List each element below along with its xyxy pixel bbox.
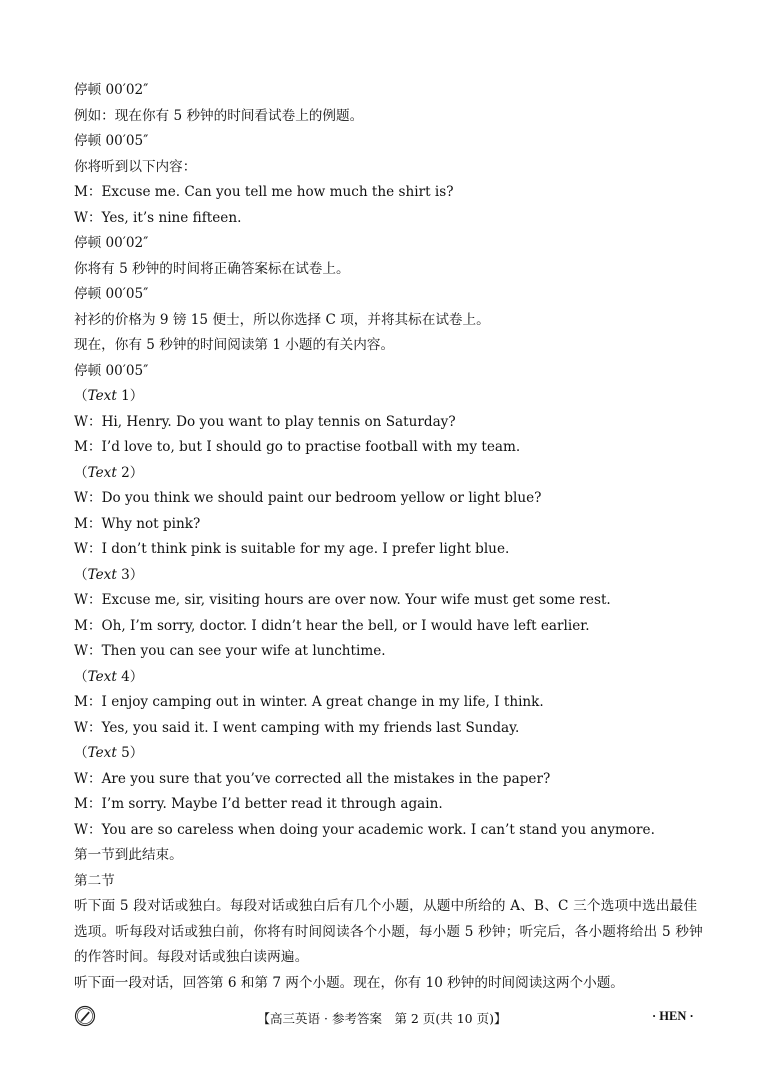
dialogue-line: W：Hi, Henry. Do you want to play tennis on Saturday? <box>74 413 456 430</box>
section-instructions: 听下面 5 段对话或独白。每段对话或独白后有几个小题，从题中所给的 A、B、C 三个选项中选出最佳选项。听每段对话或独白前，你将有时间阅读各个小题，每小题 5 秒钟；听完后，各小题将给出 5 秒钟的作答时间。每段对话或独白读两遍。 <box>74 898 703 965</box>
instruction-line: 你将有 5 秒钟的时间将正确答案标在试卷上。 <box>74 260 350 277</box>
footer-code: · HEN · <box>652 1009 694 1023</box>
dialogue-line: W：Excuse me, sir, visiting hours are over now. Your wife must get some rest. <box>74 592 611 608</box>
pause-line: 停顿 00′05″ <box>74 362 149 379</box>
dialogue-line: W：I don’t think pink is suitable for my age. I prefer light blue. <box>74 541 510 557</box>
explanation-line: 衬衫的价格为 9 镑 15 便士，所以你选择 C 项，并将其标在试卷上。 <box>74 311 490 328</box>
listening-script <box>74 78 704 996</box>
footer-page-info: 【高三英语 · 参考答案 第 2 页(共 10 页)】 <box>257 1011 507 1026</box>
section-heading: 第二节 <box>74 872 115 889</box>
instruction-line: 你将听到以下内容： <box>74 158 197 175</box>
page-footer <box>0 1003 764 1033</box>
example-instruction: 例如：现在你有 5 秒钟的时间看试卷上的例题。 <box>74 107 364 124</box>
pause-line: 停顿 00′05″ <box>74 133 149 149</box>
text-1-label: （Text 1） <box>74 388 144 404</box>
dialogue-line: M：I enjoy camping out in winter. A great change in my life, I think. <box>74 694 544 710</box>
dialogue-line: M：I’d love to, but I should go to practise football with my team. <box>74 439 521 455</box>
dialogue-line: W：Then you can see your wife at lunchtime. <box>74 643 386 659</box>
instruction-line: 听下面一段对话，回答第 6 和第 7 两个小题。现在，你有 10 秒钟的时间阅读这两个小题。 <box>74 974 624 991</box>
pause-line: 停顿 00′02″ <box>74 82 149 98</box>
dialogue-line: M：Why not pink? <box>74 515 201 532</box>
dialogue-line: W：Are you sure that you’ve corrected all the mistakes in the paper? <box>74 770 551 787</box>
text-5-label: （Text 5） <box>74 745 144 761</box>
dialogue-line: M：I’m sorry. Maybe I’d better read it through again. <box>74 796 443 812</box>
pause-line: 停顿 00′02″ <box>74 235 149 251</box>
dialogue-line: W：Do you think we should paint our bedroom yellow or light blue? <box>74 490 542 506</box>
dialogue-line: W：You are so careless when doing your academic work. I can’t stand you anymore. <box>74 821 655 838</box>
pause-line: 停顿 00′05″ <box>74 286 149 302</box>
text-3-label: （Text 3） <box>74 566 144 583</box>
dialogue-line: W：Yes, you said it. I went camping with my friends last Sunday. <box>74 719 520 736</box>
instruction-line: 现在，你有 5 秒钟的时间阅读第 1 小题的有关内容。 <box>74 337 395 353</box>
text-2-label: （Text 2） <box>74 464 144 481</box>
dialogue-line: W：Yes, it’s nine fifteen. <box>74 209 242 226</box>
text-4-label: （Text 4） <box>74 668 144 685</box>
dialogue-line: M：Oh, I’m sorry, doctor. I didn’t hear the bell, or I would have left earlier. <box>74 617 590 634</box>
dialogue-line: M：Excuse me. Can you tell me how much the shirt is? <box>74 184 454 200</box>
section-end-line: 第一节到此结束。 <box>74 847 183 863</box>
